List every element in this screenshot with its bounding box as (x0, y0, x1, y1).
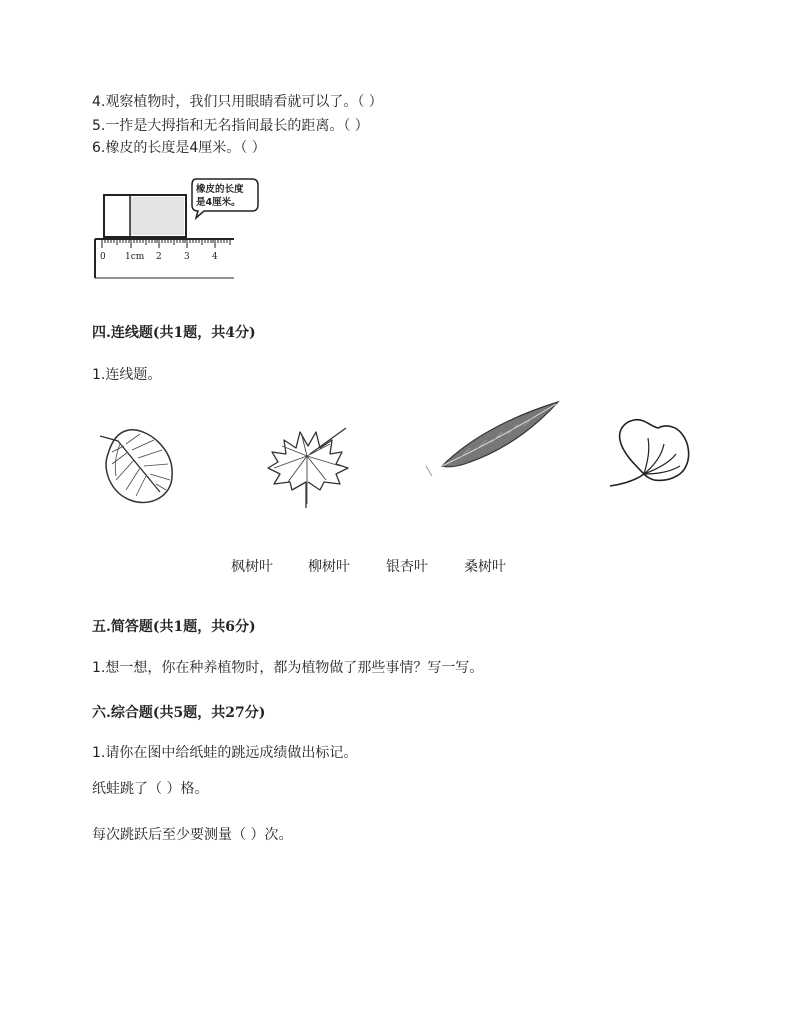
mulberry-leaf-image (96, 424, 180, 506)
question-6: 6.橡皮的长度是4厘米。（ ） (92, 140, 266, 156)
section-5-question-1: 1.想一想，你在种养植物时，都为植物做了那些事情？写一写。 (92, 660, 484, 676)
frog-jump-blank: 纸蛙跳了（ ）格。 (92, 781, 209, 797)
section-6-heading: 六.综合题(共5题，共27分) (92, 705, 266, 721)
section-4-question-1: 1.连线题。 (92, 367, 162, 383)
section-4-heading: 四.连线题(共1题，共4分) (92, 325, 256, 341)
eraser-ruler-figure (92, 176, 272, 282)
tick-label-1: 1cm (125, 252, 145, 262)
measure-count-blank: 每次跳跃后至少要测量（ ）次。 (92, 827, 293, 843)
leaf-label-mulberry: 桑树叶 (464, 559, 506, 575)
question-4: 4.观察植物时，我们只用眼睛看就可以了。（ ） (92, 94, 383, 110)
section-5-heading: 五.简答题(共1题，共6分) (92, 619, 256, 635)
tick-label-2: 2 (156, 252, 162, 262)
question-5: 5.一拃是大拇指和无名指间最长的距离。（ ） (92, 118, 369, 134)
ginkgo-leaf-image (604, 416, 696, 492)
leaf-label-willow: 柳树叶 (308, 559, 350, 575)
leaf-label-ginkgo: 银杏叶 (386, 559, 428, 575)
maple-leaf-image (262, 424, 352, 512)
leaf-label-maple: 枫树叶 (231, 559, 273, 575)
ruler-ticks (102, 239, 230, 248)
willow-leaf-image (420, 398, 562, 480)
section-6-question-1: 1.请你在图中给纸蛙的跳远成绩做出标记。 (92, 745, 358, 761)
bubble-text-line1: 橡皮的长度 (196, 184, 244, 195)
tick-label-3: 3 (184, 252, 190, 262)
tick-label-4: 4 (212, 252, 218, 262)
tick-label-0: 0 (100, 252, 106, 262)
bubble-text-line2: 是4厘米。 (196, 197, 241, 208)
